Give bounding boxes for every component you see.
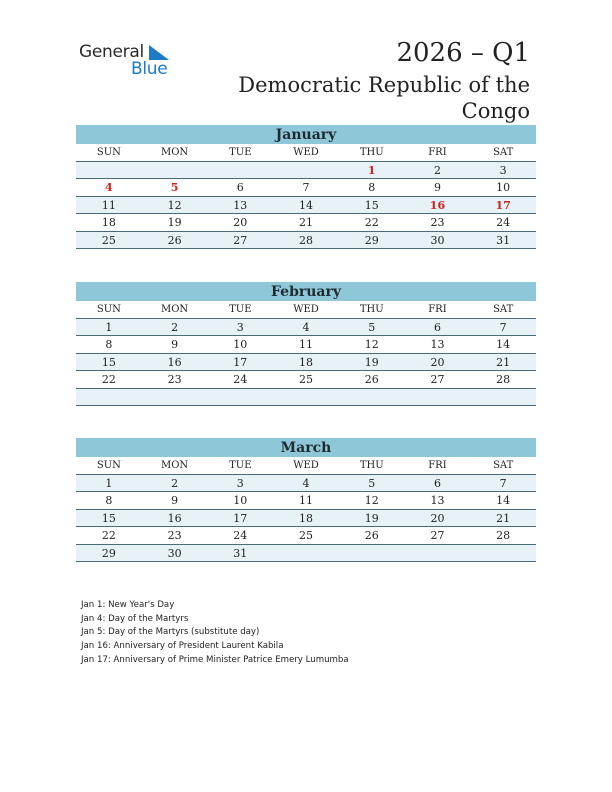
day-cell: 20 [430,355,445,369]
day-cell: 7 [499,476,507,490]
day-cell: 27 [430,529,445,542]
day-cell: 3 [236,320,244,334]
day-cell: 11 [299,338,314,351]
day-cell: 22 [101,373,116,386]
generalblue-logo [79,42,179,78]
day-cell: 28 [299,233,314,247]
month-0 [76,125,536,249]
holiday-notes [81,599,349,668]
weekday-label: FRI [428,304,447,315]
day-cell: 25 [299,373,314,386]
day-cell: 10 [496,181,511,194]
day-cell [273,389,339,406]
day-cell [273,545,339,562]
weekday-label: WED [293,147,319,158]
weekday-label: SAT [493,147,514,158]
day-cell: 30 [167,546,182,560]
day-cell: 14 [496,338,511,351]
day-cell: 10 [233,494,248,507]
week-row [76,389,536,407]
day-cell: 11 [299,494,314,507]
day-cell [207,389,273,406]
day-cell: 22 [364,216,379,229]
day-cell: 25 [101,233,116,247]
day-cell: 4 [302,320,310,334]
day-cell: 23 [167,529,182,542]
weekday-label: FRI [428,460,447,471]
day-cell: 2 [433,163,441,177]
week-row [76,527,536,545]
week-row [76,475,536,493]
day-cell: 6 [236,181,244,194]
day-cell: 13 [430,338,445,351]
day-cell: 31 [233,546,248,560]
day-cell [470,545,536,562]
holiday-note: Jan 16: Anniversary of President Laurent Kabila [81,641,284,652]
weekday-label: SAT [493,304,514,315]
day-cell: 29 [364,233,379,247]
day-cell: 29 [101,546,116,560]
day-cell: 14 [496,494,511,507]
day-cell: 21 [299,216,314,229]
day-cell: 26 [167,233,182,247]
day-cell: 23 [167,373,182,386]
weekday-header-row [76,457,536,475]
day-cell [142,162,208,179]
day-cell: 11 [101,198,116,212]
weekday-label: TUE [229,147,252,158]
day-cell: 8 [105,338,113,351]
logo-blue-text: Blue [131,59,168,79]
day-cell: 24 [233,373,248,386]
day-cell: 1 [105,476,113,490]
weekday-label: MON [160,304,189,315]
day-cell: 20 [430,511,445,525]
day-cell: 1 [105,320,113,334]
week-row [76,232,536,250]
day-cell: 9 [433,181,441,194]
day-cell: 15 [101,511,116,525]
day-cell: 7 [499,320,507,334]
day-cell: 4 [302,476,310,490]
day-cell: 25 [299,529,314,542]
week-row [76,214,536,232]
day-cell: 3 [499,163,507,177]
holiday-note: Jan 4: Day of the Martyrs [81,613,189,624]
day-cell: 10 [233,338,248,351]
day-cell: 23 [430,216,445,229]
logo-general-text: General [79,42,144,62]
day-cell [470,389,536,406]
day-cell: 2 [171,476,179,490]
holiday-note: Jan 1: New Year's Day [81,600,175,610]
weekday-label: MON [160,147,189,158]
weekday-label: SAT [493,460,514,471]
day-cell: 7 [302,181,310,194]
day-cell [207,162,273,179]
weekday-label: THU [359,304,384,315]
country-name [210,72,530,124]
day-cell: 27 [430,373,445,386]
day-cell: 22 [101,529,116,542]
week-row [76,545,536,563]
weekday-header-row [76,301,536,319]
day-cell: 9 [171,494,179,507]
day-cell [76,162,142,179]
day-cell: 20 [233,216,248,229]
weekday-label: SUN [96,304,121,315]
day-cell: 24 [496,216,511,229]
day-cell: 12 [167,198,182,212]
day-cell [142,389,208,406]
week-row [76,492,536,510]
day-cell: 5 [368,476,376,490]
month-2 [76,438,536,562]
day-cell: 12 [364,494,379,507]
holiday-day-cell: 4 [105,181,113,194]
weekday-label: MON [160,460,189,471]
day-cell [273,162,339,179]
weekday-label: TUE [229,460,252,471]
day-cell: 31 [496,233,511,247]
week-row [76,179,536,197]
holiday-day-cell: 16 [429,198,446,212]
holiday-note: Jan 17: Anniversary of Prime Minister Patrice Emery Lumumba [81,654,349,665]
day-cell: 18 [101,216,116,229]
country-line-1: Democratic Republic of the [238,73,530,97]
day-cell: 18 [299,511,314,525]
weekday-label: WED [293,304,319,315]
month-1 [76,282,536,406]
month-title: March [76,438,536,457]
day-cell [405,389,471,406]
day-cell: 17 [233,355,248,369]
month-title: February [76,282,536,301]
day-cell: 21 [496,511,511,525]
day-cell: 15 [364,198,379,212]
day-cell: 26 [364,373,379,386]
holiday-day-cell: 1 [367,163,376,177]
day-cell: 14 [299,198,314,212]
week-row [76,354,536,372]
day-cell: 30 [430,233,445,247]
day-cell: 17 [233,511,248,525]
day-cell: 2 [171,320,179,334]
day-cell: 3 [236,476,244,490]
weekday-label: TUE [229,304,252,315]
weekday-label: SUN [96,147,121,158]
week-row [76,162,536,180]
day-cell: 27 [233,233,248,247]
day-cell: 28 [496,529,511,542]
weekday-label: THU [359,147,384,158]
day-cell: 5 [368,320,376,334]
weekday-label: THU [359,460,384,471]
week-row [76,336,536,354]
day-cell: 8 [368,181,376,194]
day-cell: 26 [364,529,379,542]
day-cell [405,545,471,562]
day-cell [339,389,405,406]
day-cell: 19 [167,216,182,229]
week-row [76,197,536,215]
day-cell: 6 [433,476,441,490]
weekday-header-row [76,144,536,162]
day-cell: 12 [364,338,379,351]
holiday-day-cell: 5 [170,181,179,194]
day-cell: 9 [171,338,179,351]
country-line-2: Congo [461,99,530,123]
day-cell: 19 [364,355,379,369]
day-cell: 13 [233,198,248,212]
month-title: January [76,125,536,144]
day-cell: 13 [430,494,445,507]
weekday-label: WED [293,460,319,471]
day-cell: 24 [233,529,248,542]
week-row [76,510,536,528]
day-cell: 6 [433,320,441,334]
week-row [76,371,536,389]
day-cell [76,389,142,406]
day-cell: 19 [364,511,379,525]
day-cell: 18 [299,355,314,369]
week-row [76,319,536,337]
holiday-day-cell: 17 [495,198,511,212]
day-cell: 16 [167,511,182,525]
day-cell: 28 [496,373,511,386]
day-cell [339,545,405,562]
day-cell: 16 [167,355,182,369]
day-cell: 8 [105,494,113,507]
holiday-note: Jan 5: Day of the Martyrs (substitute day) [81,627,260,638]
weekday-label: FRI [428,147,447,158]
weekday-label: SUN [96,460,121,471]
day-cell: 15 [101,355,116,369]
page-title: 2026 – Q1 [396,38,530,68]
day-cell: 21 [496,355,511,369]
